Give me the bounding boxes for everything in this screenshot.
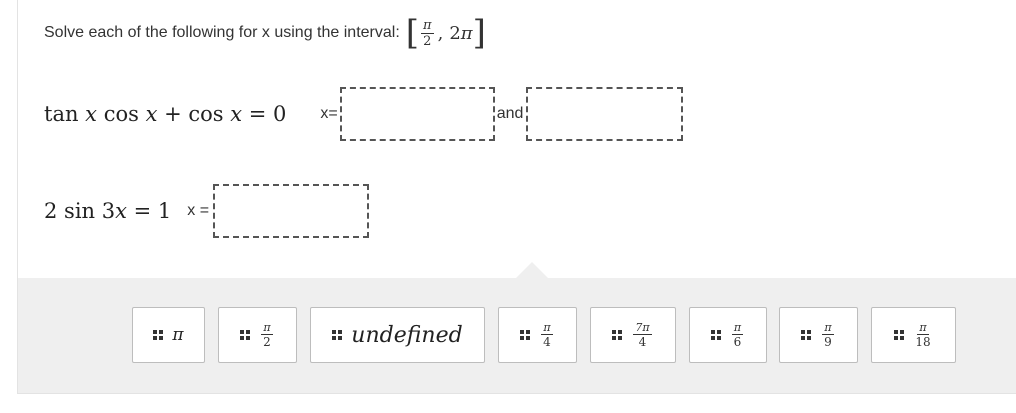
tray-pointer — [516, 262, 548, 278]
eq1-part: = 0 — [242, 102, 287, 126]
interval-start-num: π — [423, 17, 432, 33]
interval-open-bracket: [ — [405, 13, 420, 53]
choice-den: 4 — [543, 335, 551, 349]
drag-handle-icon — [520, 330, 530, 340]
equation-1-answer-1-dropzone[interactable] — [340, 87, 495, 141]
choice-pi-over-4[interactable] — [498, 307, 577, 363]
choice-num: π — [733, 321, 742, 334]
choice-undefined[interactable] — [310, 307, 485, 363]
drag-handle-icon — [332, 330, 342, 340]
and-label: and — [496, 105, 524, 122]
choice-num: π — [919, 321, 927, 334]
choice-pi-over-6[interactable] — [689, 307, 767, 363]
choice-num: 7π — [635, 321, 650, 334]
equation-2-row — [44, 183, 369, 239]
instruction-text: Solve each of the following for x using the interval: — [44, 24, 400, 41]
equation-1-row — [44, 86, 683, 142]
choice-den: 2 — [263, 335, 271, 349]
eq1-part: + cos — [157, 102, 231, 126]
choice-den: 18 — [915, 335, 931, 349]
interval-start-den: 2 — [423, 33, 432, 49]
choice-num: π — [543, 321, 551, 334]
interval-close-bracket: ] — [472, 13, 486, 53]
equation-2-x-label: x = — [187, 202, 210, 219]
drag-handle-icon — [153, 330, 163, 340]
choice-den: 4 — [638, 335, 647, 349]
choice-pi[interactable] — [132, 307, 205, 363]
eq1-var: x — [230, 102, 243, 126]
choice-fraction — [633, 322, 651, 348]
choice-pi-over-9[interactable] — [779, 307, 858, 363]
choice-num: π — [824, 321, 832, 334]
choice-fraction — [822, 322, 833, 348]
drag-handle-icon — [612, 330, 622, 340]
interval-separator: , — [437, 22, 444, 44]
choice-fraction — [732, 322, 743, 348]
interval-start — [421, 19, 434, 48]
eq2-part: = 1 — [126, 199, 172, 223]
choice-label: π — [172, 325, 184, 345]
choice-num: π — [263, 321, 271, 334]
drag-handle-icon — [711, 330, 721, 340]
interval — [405, 13, 486, 53]
equation-2-answer-dropzone[interactable] — [213, 184, 369, 238]
choice-den: 6 — [733, 335, 742, 349]
equation-2 — [44, 199, 171, 223]
choice-fraction — [541, 322, 552, 348]
equation-1 — [44, 102, 286, 126]
eq1-var: x — [85, 102, 98, 126]
choice-pi-over-2[interactable] — [218, 307, 297, 363]
eq2-var: x — [115, 199, 127, 223]
instruction — [44, 13, 486, 53]
choice-pi-over-18[interactable] — [871, 307, 956, 363]
choice-label: undefined — [351, 322, 463, 348]
choice-den: 9 — [824, 335, 832, 349]
interval-end: 2π — [449, 22, 473, 44]
equation-1-x-label: x= — [320, 105, 338, 122]
eq1-part: tan — [44, 102, 86, 126]
eq2-part: 2 sin 3 — [44, 199, 116, 223]
equation-1-answer-2-dropzone[interactable] — [526, 87, 683, 141]
choice-7pi-over-4[interactable] — [590, 307, 676, 363]
drag-handle-icon — [894, 330, 904, 340]
drag-handle-icon — [801, 330, 811, 340]
choice-fraction — [915, 322, 930, 348]
eq1-part: cos — [97, 102, 146, 126]
eq1-var: x — [145, 102, 158, 126]
choice-fraction — [261, 322, 272, 348]
drag-handle-icon — [240, 330, 250, 340]
